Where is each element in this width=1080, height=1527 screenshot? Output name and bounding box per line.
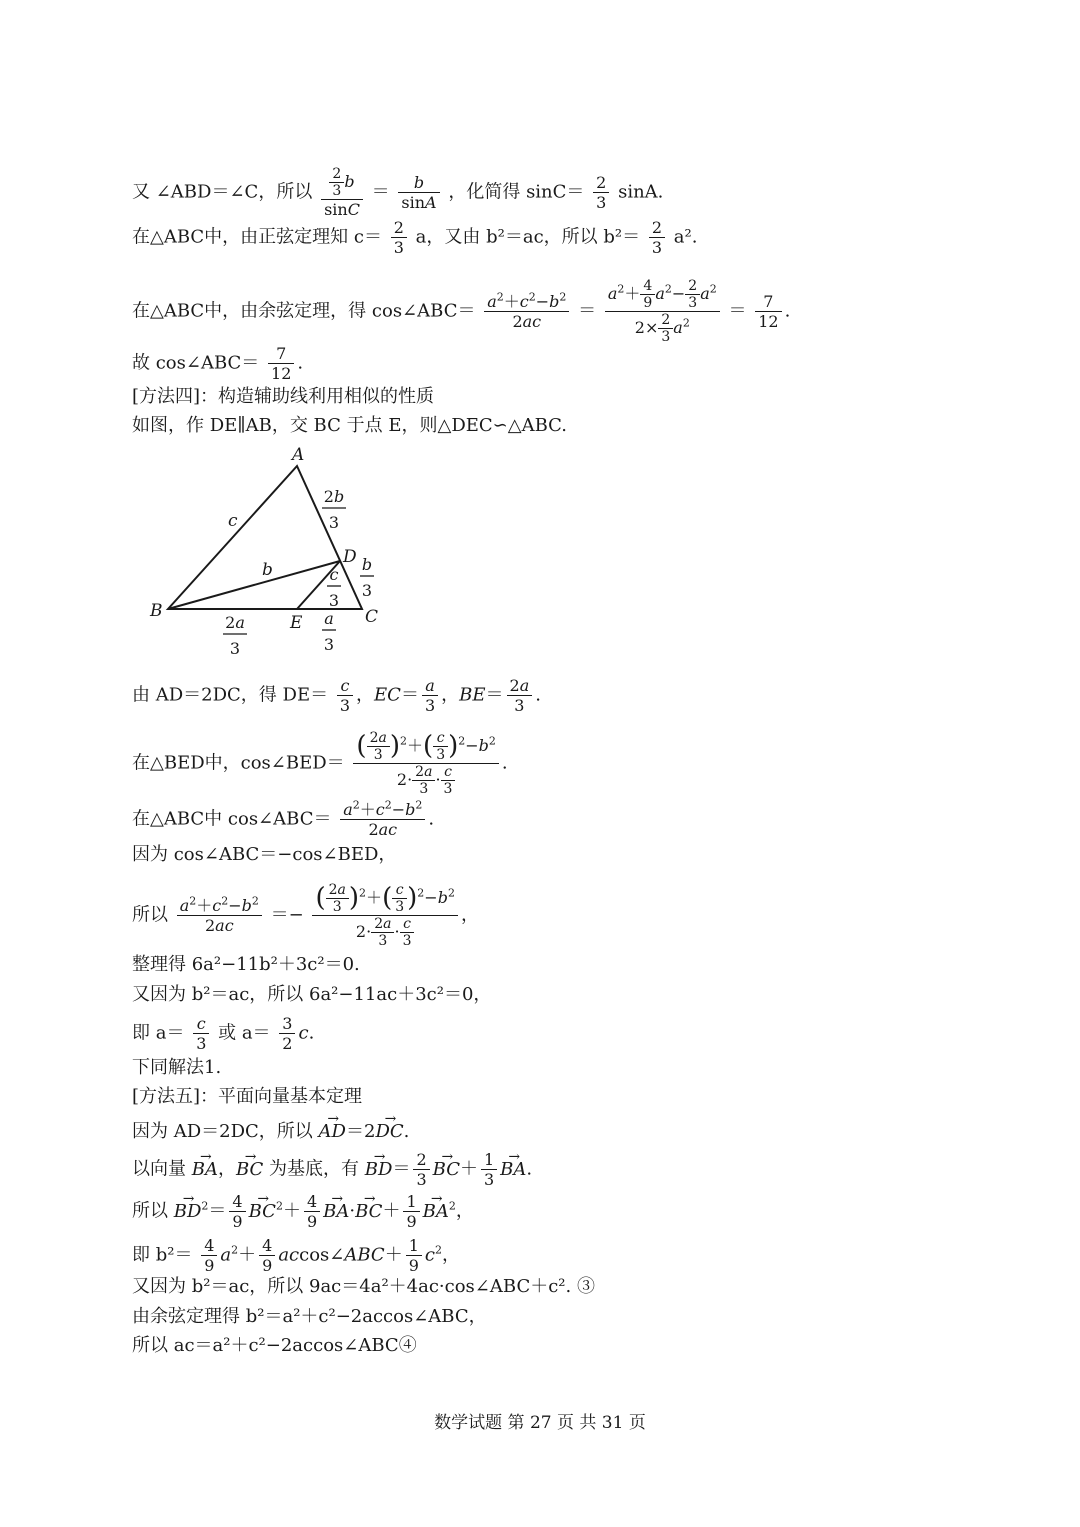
method-five-line-6: 由余弦定理得 b²＝a²＋c²−2accos∠ABC， (132, 1306, 487, 1327)
label-dc-numerator: b (361, 555, 373, 574)
fraction: $\frac{2}{3}$ (391, 218, 407, 257)
label-be-denominator: 3 (229, 639, 241, 658)
fraction: ( $\frac{2a}{3}$ )$^2$＋( $\frac{c}{3}$ )$^2-b^2$ 2· $\frac{2a}{3}$ · $\frac{c}{3}$ (353, 730, 499, 797)
fraction: $\frac{7}{12}$ (755, 292, 781, 331)
method-four-line-1: 如图，作 DE∥AB，交 BC 于点 E，则△DEC∽△ABC. (132, 415, 567, 436)
fraction: $\frac{2}{3}$ b sinC (321, 166, 363, 219)
method-four-line-6: 所以 $\frac{a^2+c^2-b^2}{2ac}$ ＝− ( $\frac{2a}{3}$ )$^2$＋( $\frac{c}{3}$ )$^2-b^2$ 2· $\frac{2a}{3}$ · $\frac{c}{3}$ ， (132, 882, 479, 949)
label-ec-denominator: 3 (323, 635, 335, 654)
label-b: B (150, 601, 163, 621)
label-side-b: b (262, 560, 273, 580)
method-five-line-4: 即 b²＝ $\frac{4}{9}$ $a^2+$ $\frac{4}{9}$ accos∠ABC＋ $\frac{1}{9}$ $c^2$， (132, 1236, 460, 1275)
label-d: D (343, 547, 357, 567)
label-e: E (290, 613, 303, 633)
label-c: C (365, 607, 379, 627)
method-four-line-10: 下同解法1. (132, 1057, 222, 1078)
solution-line-4: 故 cos∠ABC＝ $\frac{7}{12}$ . (132, 344, 304, 383)
fraction: $\frac{7}{12}$ (268, 344, 294, 383)
triangle-figure (140, 440, 400, 665)
page-footer: 数学试题 第 27 页 共 31 页 (434, 1413, 646, 1433)
fraction: $\frac{2}{3}$ (593, 173, 609, 212)
method-four-line-8: 又因为 b²＝ac，所以 6a²−11ac＋3c²＝0， (132, 984, 492, 1005)
label-ec-numerator: a (324, 609, 334, 628)
label-de-numerator: c (329, 565, 339, 584)
label-ad-numerator: 2b (323, 487, 345, 506)
fraction: $\frac{b}{\sin A}$ (398, 173, 439, 212)
label-side-c: c (228, 511, 238, 531)
label-be-numerator: 2a (225, 613, 245, 632)
solution-line-2: 在△ABC中，由正弦定理知 c＝ $\frac{2}{3}$ a，又由 b²＝ac，所以 b²＝ $\frac{2}{3}$ a². (132, 218, 698, 257)
solution-line-3: 在△ABC中，由余弦定理，得 cos∠ABC＝ $\frac{a^2+c^2-b^2}{2ac}$ ＝ $a^2+$ $\frac{4}{9}$ $a^2-$ $\frac{2}{3}$ $a^2$ 2× $\frac{2}{3}$ $a^2$ ＝ $\frac{7}{12}$ . (132, 278, 791, 345)
label-a: A (292, 445, 305, 465)
method-five-title: [方法五]：平面向量基本定理 (132, 1086, 363, 1107)
method-five-line-5: 又因为 b²＝ac，所以 9ac＝4a²＋4ac·cos∠ABC＋c². ③ (132, 1276, 595, 1297)
method-four-line-4: 在△ABC中 cos∠ABC＝ $\frac{a^2+c^2-b^2}{2ac}$ . (132, 798, 435, 839)
fraction: $\frac{2}{3}$ (649, 218, 665, 257)
fraction: $a^2+$ $\frac{4}{9}$ $a^2-$ $\frac{2}{3}$ $a^2$ 2× $\frac{2}{3}$ $a^2$ (605, 278, 720, 345)
solution-line-1: 又 ∠ABD＝∠C，所以 $\frac{2}{3}$ b sinC ＝ $\frac{b}{\sin A}$ ，化简得 sinC＝ $\frac{2}{3}$ sinA. (132, 166, 664, 219)
method-five-line-3: 所以 BD →$^2$＝ $\frac{4}{9}$ BC →$^2$＋ $\frac{4}{9}$ BA →·BC →＋ $\frac{1}{9}$ BA →$^2$， (132, 1192, 474, 1231)
method-five-line-7: 所以 ac＝a²＋c²−2accos∠ABC④ (132, 1335, 417, 1356)
label-ad-denominator: 3 (328, 513, 340, 532)
method-five-line-1: 因为 AD＝2DC，所以 AD →＝2DC →. (132, 1116, 409, 1144)
segment-bd (168, 561, 340, 609)
label-de-denominator: 3 (328, 591, 340, 610)
method-four-line-2: 由 AD＝2DC，得 DE＝ $\frac{c}{3}$ ，EC＝ $\frac{a}{3}$ ，BE＝ $\frac{2a}{3}$ . (132, 676, 541, 715)
method-four-line-3: 在△BED中，cos∠BED＝ ( $\frac{2a}{3}$ )$^2$＋( $\frac{c}{3}$ )$^2-b^2$ 2· $\frac{2a}{3}$ · $\frac{c}{3}$ . (132, 730, 508, 797)
method-four-line-9: 即 a＝ $\frac{c}{3}$ 或 a＝ $\frac{3}{2}$ c. (132, 1014, 315, 1053)
label-dc-denominator: 3 (361, 581, 373, 600)
method-four-line-5: 因为 cos∠ABC＝−cos∠BED， (132, 844, 397, 865)
fraction: $\frac{a^2+c^2-b^2}{2ac}$ (484, 292, 569, 331)
method-four-line-7: 整理得 6a²−11b²＋3c²＝0. (132, 954, 360, 975)
method-four-title: [方法四]：构造辅助线利用相似的性质 (132, 386, 435, 407)
method-five-line-2: 以向量 BA →，BC → 为基底，有 BD →＝ $\frac{2}{3}$ BC →＋ $\frac{1}{3}$ BA →. (132, 1150, 532, 1189)
